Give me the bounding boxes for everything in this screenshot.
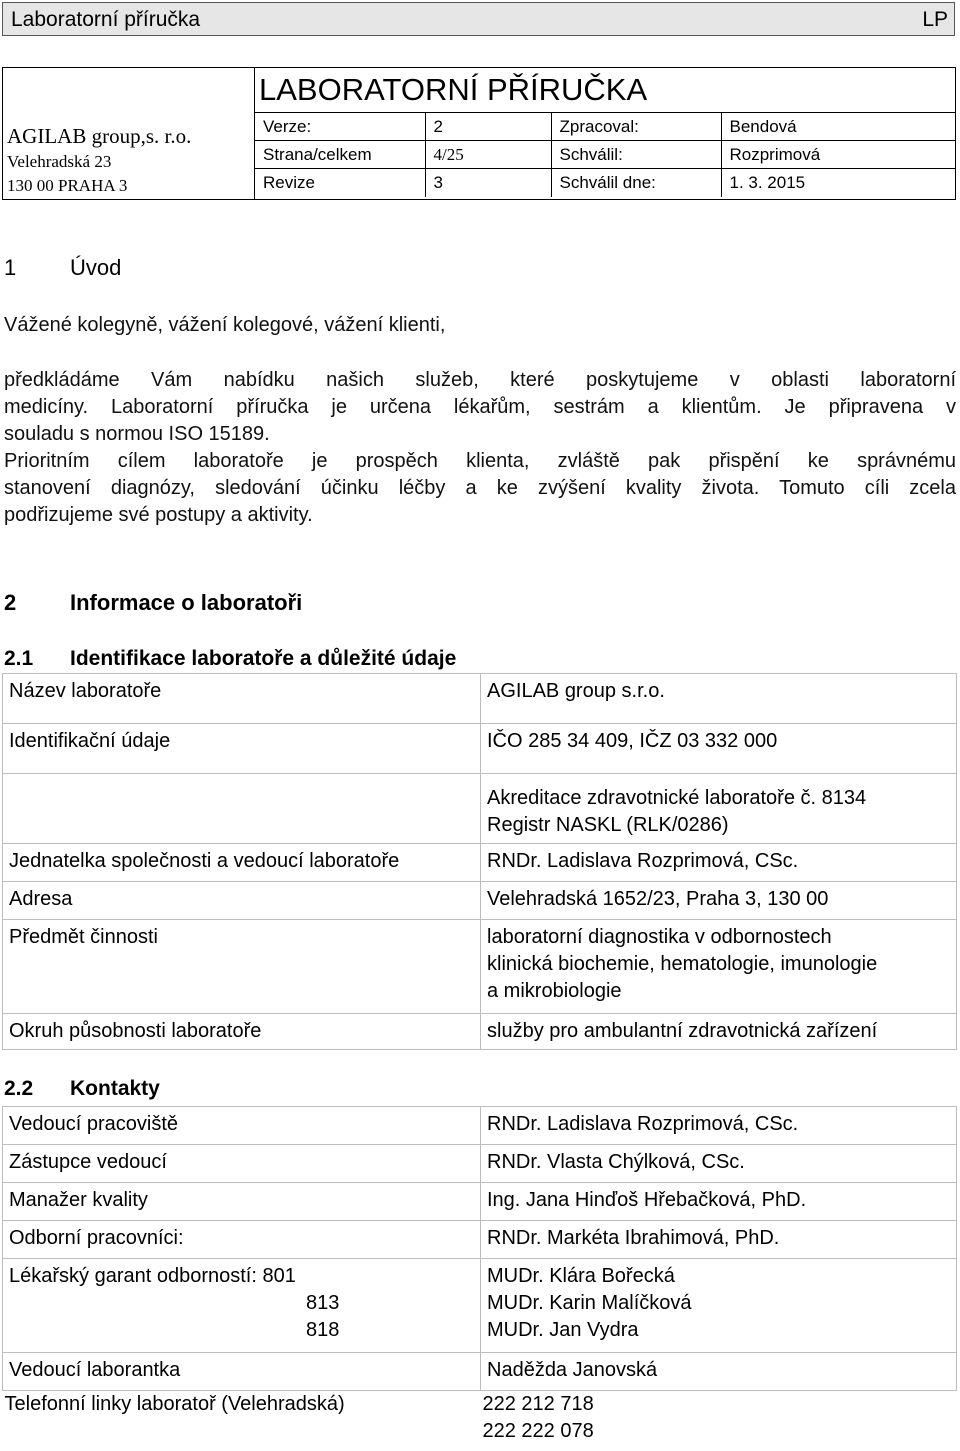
table-row bbox=[3, 1014, 957, 1050]
meta-label: Schválil: bbox=[551, 141, 721, 169]
meta-row bbox=[255, 113, 955, 141]
table-row bbox=[3, 724, 957, 774]
heading-text: Informace o laboratoři bbox=[70, 590, 303, 615]
row-label: Název laboratoře bbox=[3, 674, 481, 724]
row-label bbox=[3, 774, 481, 844]
table-row bbox=[3, 844, 957, 882]
heading-number: 1 bbox=[4, 255, 17, 280]
laboratory-identification-table bbox=[2, 673, 957, 1050]
row-value: služby pro ambulantní zdravotnická zařízení bbox=[481, 1014, 957, 1050]
heading-number: 2.1 bbox=[4, 647, 34, 670]
value-line: Akreditace zdravotnické laboratoře č. 8134 bbox=[487, 787, 867, 809]
value-line: laboratorní diagnostika v odbornostech bbox=[487, 926, 832, 948]
table-row bbox=[3, 882, 957, 920]
row-value: RNDr. Ladislava Rozprimová, CSc. bbox=[481, 844, 957, 882]
contact-role: Telefonní linky laboratoř (Velehradská) bbox=[4, 1393, 345, 1415]
phone-number: 222 212 718 bbox=[482, 1393, 594, 1415]
text-line: souladu s normou ISO 15189. bbox=[4, 423, 270, 445]
text-line: předkládáme Vám nabídku našich služeb, které poskytujeme v oblasti laboratorní bbox=[4, 369, 956, 391]
value-line: Registr NASKL (RLK/0286) bbox=[487, 814, 729, 836]
table-row bbox=[3, 1145, 957, 1183]
meta-value: Rozprimová bbox=[721, 141, 955, 169]
heading-text: Úvod bbox=[70, 255, 122, 280]
document-title-bar bbox=[2, 2, 955, 36]
heading-section-2-2 bbox=[4, 1077, 160, 1101]
row-value: Velehradská 1652/23, Praha 3, 130 00 bbox=[481, 882, 957, 920]
organization-street: Velehradská 23 bbox=[7, 152, 112, 171]
heading-text: Identifikace laboratoře a důležité údaje bbox=[70, 647, 457, 670]
row-value bbox=[481, 920, 957, 1014]
meta-value: 4/25 bbox=[425, 141, 551, 169]
text-line: Prioritním cílem laboratoře je prospěch klienta, zvláště pak přispění ke správnému bbox=[4, 450, 956, 472]
greeting-paragraph bbox=[4, 312, 956, 339]
meta-label: Revize bbox=[255, 169, 425, 197]
row-value: AGILAB group s.r.o. bbox=[481, 674, 957, 724]
heading-section-2 bbox=[4, 590, 302, 616]
row-value bbox=[481, 774, 957, 844]
phone-number: 222 222 078 bbox=[482, 1420, 594, 1442]
intro-paragraph bbox=[4, 367, 956, 529]
value-line: a mikrobiologie bbox=[487, 980, 622, 1002]
row-value: IČO 285 34 409, IČZ 03 332 000 bbox=[481, 724, 957, 774]
meta-row bbox=[255, 169, 955, 197]
value-line: klinická biochemie, hematologie, imunologie bbox=[487, 953, 878, 975]
contact-name: RNDr. Ladislava Rozprimová, CSc. bbox=[481, 1107, 957, 1145]
contacts-table bbox=[2, 1106, 957, 1451]
meta-label: Zpracoval: bbox=[551, 113, 721, 141]
greeting-text: Vážené kolegyně, vážení kolegové, vážení klienti, bbox=[4, 314, 446, 336]
contact-name: RNDr. Markéta Ibrahimová, PhD. bbox=[481, 1221, 957, 1259]
contact-role: Vedoucí pracoviště bbox=[3, 1107, 481, 1145]
document-header-block bbox=[2, 67, 956, 200]
contact-name: Ing. Jana Hinďoš Hřebačková, PhD. bbox=[481, 1183, 957, 1221]
text-line: stanovení diagnózy, sledování účinku léčby a ke zvýšení kvality života. Tomuto cíli zcela bbox=[4, 477, 956, 499]
meta-label: Schválil dne: bbox=[551, 169, 721, 197]
row-label: Jednatelka společnosti a vedoucí laboratoře bbox=[3, 844, 481, 882]
contact-role bbox=[3, 1259, 481, 1353]
contact-role: Odborní pracovníci: bbox=[3, 1221, 481, 1259]
table-row bbox=[3, 1391, 957, 1451]
running-header-code: LP bbox=[922, 8, 948, 31]
meta-value: 2 bbox=[425, 113, 551, 141]
row-label: Okruh působnosti laboratoře bbox=[3, 1014, 481, 1050]
text-line: podřizujeme své postupy a aktivity. bbox=[4, 504, 313, 526]
table-row bbox=[3, 1183, 957, 1221]
meta-value: Bendová bbox=[721, 113, 955, 141]
table-row bbox=[3, 674, 957, 724]
text-line: medicíny. Laboratorní příručka je určena lékařům, sestrám a klientům. Je připravena v bbox=[4, 396, 956, 418]
organization-box bbox=[2, 67, 254, 200]
row-label: Adresa bbox=[3, 882, 481, 920]
garant-name: MUDr. Jan Vydra bbox=[487, 1319, 639, 1341]
document-meta-table bbox=[255, 112, 955, 197]
row-label: Předmět činnosti bbox=[3, 920, 481, 1014]
heading-section-2-1 bbox=[4, 647, 456, 671]
garant-label: Lékařský garant odborností: 801 bbox=[9, 1265, 296, 1287]
organization-city: 130 00 PRAHA 3 bbox=[7, 176, 128, 195]
heading-number: 2 bbox=[4, 590, 17, 615]
contact-role: Manažer kvality bbox=[3, 1183, 481, 1221]
meta-label: Verze: bbox=[255, 113, 425, 141]
organization-name: AGILAB group,s. r.o. bbox=[7, 124, 192, 148]
garant-code: 813 bbox=[306, 1292, 340, 1314]
contact-role: Vedoucí laborantka bbox=[3, 1353, 481, 1391]
heading-section-1 bbox=[4, 255, 121, 281]
meta-row bbox=[255, 141, 955, 169]
meta-label: Strana/celkem bbox=[255, 141, 425, 169]
document-title: LABORATORNÍ PŘÍRUČKA bbox=[259, 72, 648, 107]
running-header-title: Laboratorní příručka bbox=[11, 8, 201, 31]
garant-name: MUDr. Karin Malíčková bbox=[487, 1292, 692, 1314]
document-meta-box bbox=[254, 67, 956, 200]
table-row bbox=[3, 1259, 957, 1353]
table-row bbox=[3, 774, 957, 844]
table-row bbox=[3, 920, 957, 1014]
table-row bbox=[3, 1221, 957, 1259]
meta-value: 1. 3. 2015 bbox=[721, 169, 955, 197]
contact-role: Zástupce vedoucí bbox=[3, 1145, 481, 1183]
garant-code: 818 bbox=[306, 1319, 340, 1341]
row-label: Identifikační údaje bbox=[3, 724, 481, 774]
contact-name: RNDr. Vlasta Chýlková, CSc. bbox=[481, 1145, 957, 1183]
contact-name: Naděžda Janovská bbox=[481, 1353, 957, 1391]
contact-name bbox=[481, 1259, 957, 1353]
table-row bbox=[3, 1353, 957, 1391]
table-row bbox=[3, 1107, 957, 1145]
meta-value: 3 bbox=[425, 169, 551, 197]
garant-name: MUDr. Klára Bořecká bbox=[487, 1265, 675, 1287]
heading-number: 2.2 bbox=[4, 1077, 34, 1100]
heading-text: Kontakty bbox=[70, 1077, 160, 1100]
contact-phones bbox=[481, 1391, 957, 1451]
